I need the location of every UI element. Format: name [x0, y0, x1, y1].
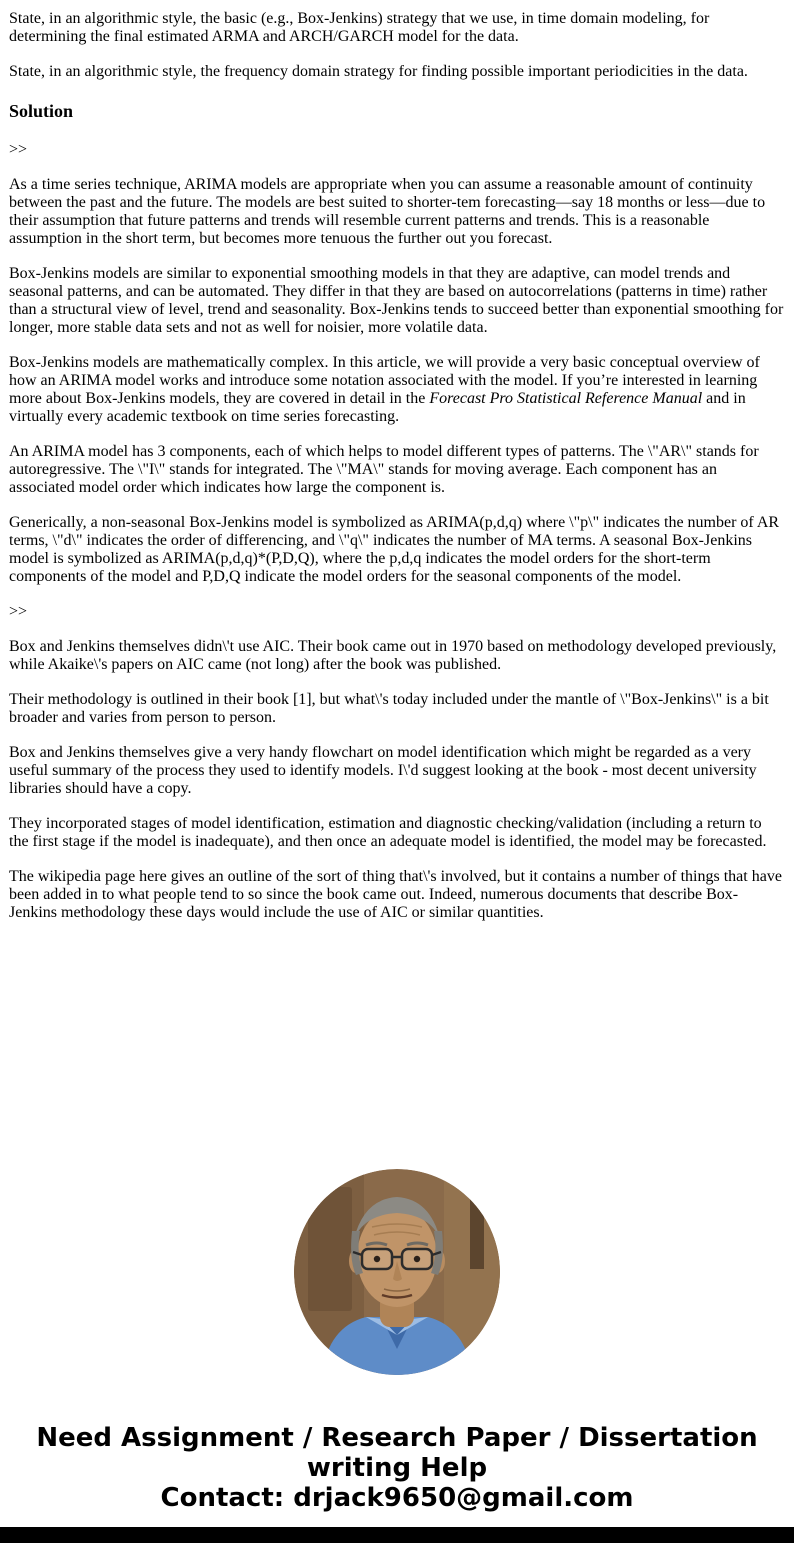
bottom-black-bar — [0, 1527, 794, 1543]
answer-marker-1: >> — [9, 141, 28, 158]
footer — [0, 1423, 794, 1513]
footer-headline: Need Assignment / Research Paper / Dissertation writing Help — [36, 1423, 758, 1483]
answer-paragraph-stages: They incorporated stages of model identification, estimation and diagnostic checking/validation (including a return to the first stage if the model is inadequate), and then once an adequate model is identified, the model may be forecasted. — [9, 815, 767, 850]
answer-marker-2: >> — [9, 603, 28, 620]
answer-paragraph-flowchart: Box and Jenkins themselves give a very handy flowchart on model identification which might be regarded as a very useful summary of the process they used to identify models. I\'d suggest looking at the book - most decent university libraries should have a copy. — [9, 744, 757, 797]
solution-heading: Solution — [9, 101, 74, 121]
blank-space — [0, 939, 794, 1169]
answer-paragraph-wikipedia: The wikipedia page here gives an outline of the sort of thing that\'s involved, but it contains a number of things that have been added in to what people tend to so since the book came out. Indeed, numerous documents that describe Box-Jenkins methodology these days would include the use of AIC or similar quantities. — [9, 868, 782, 921]
answer-paragraph-smoothing-comparison: Box-Jenkins models are similar to exponential smoothing models in that they are adaptive, can model trends and seasonal patterns, and can be automated. They differ in that they are based on autocorrelations (patterns in time) rather than a structural view of level, trend and seasonality. Box-Jenkins tends to succeed better than exponential smoothing for longer, more stable data sets and not as well for noisier, more volatile data. — [9, 265, 784, 336]
avatar — [294, 1169, 500, 1375]
paragraph-text-before-italic: Box-Jenkins models are mathematically complex. In this article, we will provide a very basic conceptual overview of how an ARIMA model works and introduce some notation associated with the model. If you’re interested in learning more about Box-Jenkins models, they are covered in detail in the — [9, 354, 760, 407]
question-paragraph-2: State, in an algorithmic style, the frequency domain strategy for finding possible important periodicities in the data. — [9, 63, 748, 80]
italic-book-title: Forecast Pro Statistical Reference Manual — [429, 390, 703, 407]
question-paragraph-1: State, in an algorithmic style, the basic (e.g., Box-Jenkins) strategy that we use, in time domain modeling, for determining the final estimated ARMA and ARCH/GARCH model for the data. — [9, 10, 710, 45]
footer-contact-email: Contact: drjack9650@gmail.com — [160, 1483, 634, 1513]
document-body — [0, 10, 794, 922]
answer-paragraph-aic-history: Box and Jenkins themselves didn\'t use AIC. Their book came out in 1970 based on methodology developed previously, while Akaike\'s papers on AIC came (not long) after the book was published. — [9, 638, 777, 673]
tutor-portrait-illustration — [294, 1169, 500, 1375]
answer-paragraph-notation: Generically, a non-seasonal Box-Jenkins model is symbolized as ARIMA(p,d,q) where \"p\" indicates the number of AR terms, \"d\" indicates the order of differencing, and \"q\" indicates the number of MA terms. A seasonal Box-Jenkins model is symbolized as ARIMA(p,d,q)*(P,D,Q), where the p,d,q indicates the model orders for the short-term components of the model and P,D,Q indicate the model orders for the seasonal components of the model. — [9, 514, 780, 585]
answer-paragraph-methodology-book: Their methodology is outlined in their book [1], but what\'s today included under the mantle of \"Box-Jenkins\" is a bit broader and varies from person to person. — [9, 691, 769, 726]
paragraph-text-after-italic: and in virtually every academic textbook on time series forecasting. — [9, 390, 746, 425]
answer-paragraph-arima-overview: As a time series technique, ARIMA models are appropriate when you can assume a reasonable amount of continuity between the past and the future. The models are best suited to shorter-tem forecasting—say 18 months or less—due to their assumption that future patterns and trends will resemble current patterns and trends. This is a reasonable assumption in the short term, but becomes more tenuous the further out you forecast. — [9, 176, 766, 247]
answer-paragraph-components: An ARIMA model has 3 components, each of which helps to model different types of patterns. The \"AR\" stands for autoregressive. The \"I\" stands for integrated. The \"MA\" stands for moving average. Each component has an associated model order which indicates how large the component is. — [9, 443, 759, 496]
answer-paragraph-complexity — [9, 354, 785, 426]
